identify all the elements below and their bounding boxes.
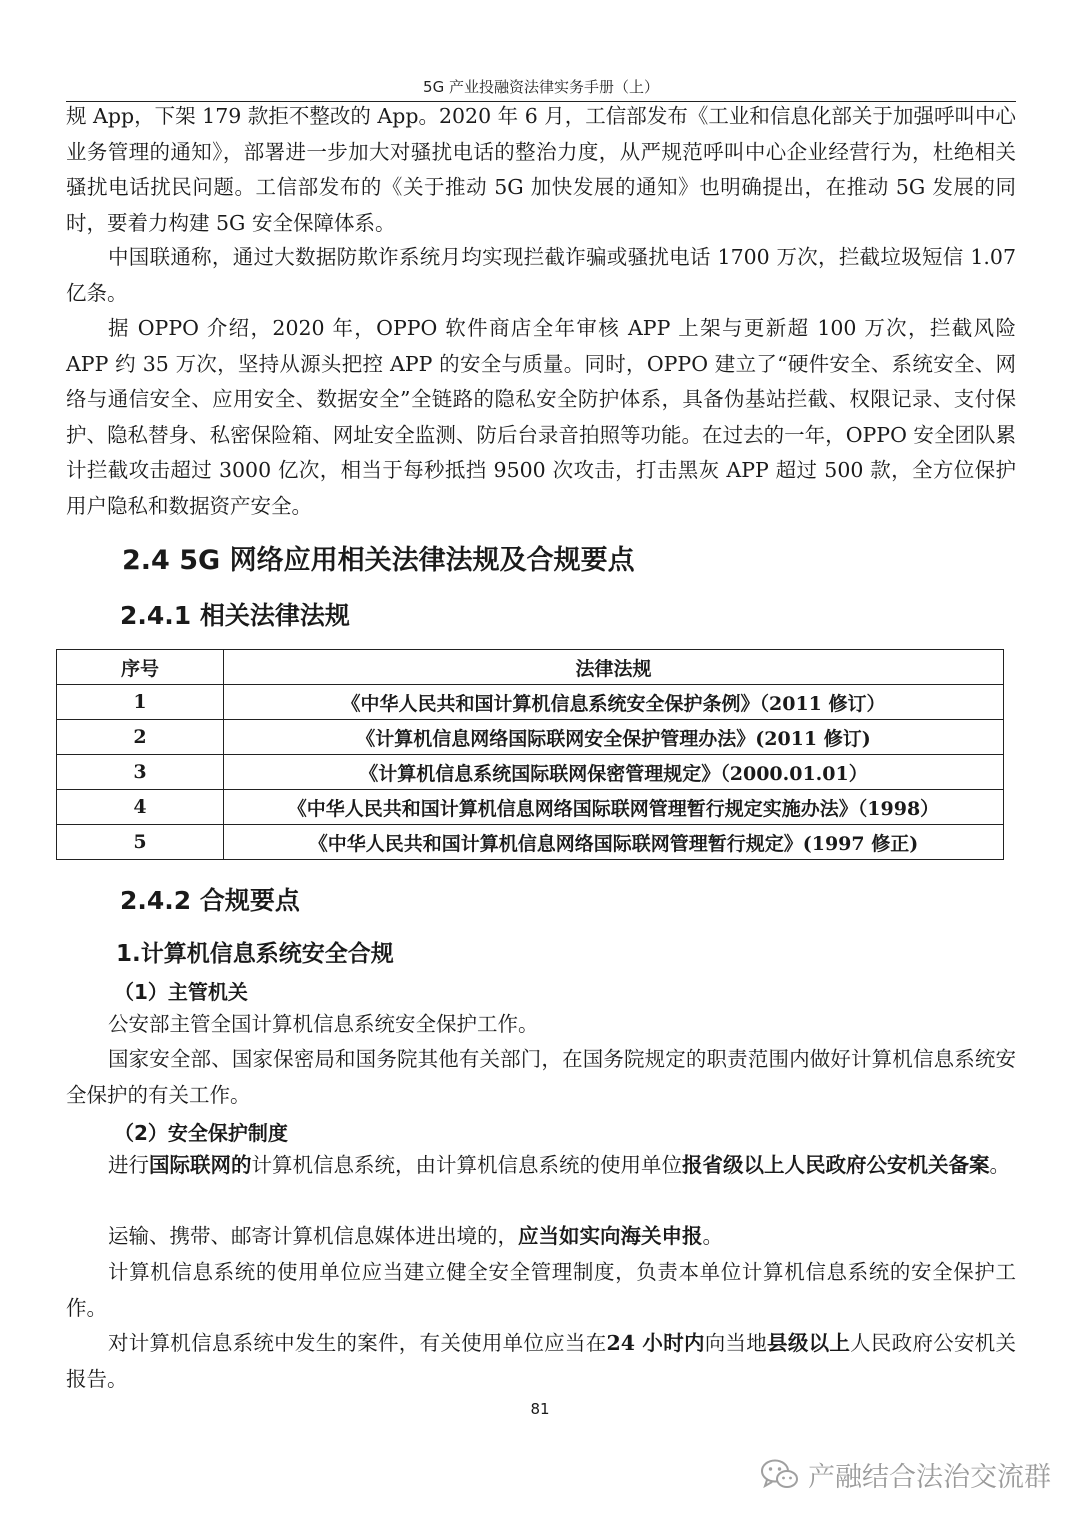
paragraph-5-block: [66, 1042, 1016, 1113]
text-span: 对计算机信息系统中发生的案件，有关使用单位应当在: [108, 1331, 607, 1355]
watermark: [760, 1455, 1051, 1494]
wechat-icon: [760, 1458, 800, 1492]
paragraph-3-block: [66, 311, 1016, 524]
row-law: 《中华人民共和国计算机信息网络国际联网管理暂行规定实施办法》（1998）: [224, 790, 1004, 825]
bold-span: 国际联网的: [149, 1153, 252, 1177]
table-header-no: 序号: [57, 650, 224, 685]
bold-span: 县级以上: [767, 1331, 851, 1355]
table-row: [57, 790, 1004, 825]
table-row: [57, 720, 1004, 755]
paragraph-1: 规 App，下架 179 款拒不整改的 App。2020 年 6 月，工信部发布《工业和信息化部关于加强呼叫中心业务管理的通知》，部署进一步加大对骚扰电话的整治力度，从严规范呼叫中心企业经营行为，杜绝相关骚扰电话扰民问题。工信部发布的《关于推动 5G 加快发展的通知》也明确提出，在推动 5G 发展的同时，要着力构建 5G 安全保障体系。: [66, 104, 1016, 235]
row-law: 《计算机信息网络国际联网安全保护管理办法》(2011 修订): [224, 720, 1004, 755]
bold-span: 报省级以上人民政府公安机关备案: [682, 1153, 990, 1177]
table-header-row: [57, 650, 1004, 685]
table-row: [57, 685, 1004, 720]
paragraph-8-block: [66, 1255, 1016, 1326]
heading-2-4-1: 2.4.1 相关法律法规: [120, 601, 350, 630]
paragraph-6: [66, 1148, 1016, 1184]
text-span: 人民政府公安机关报告。: [66, 1331, 1017, 1391]
paragraph-5: 国家安全部、国家保密局和国务院其他有关部门，在国务院规定的职责范围内做好计算机信息系统安全保护的有关工作。: [66, 1047, 1016, 1107]
row-no: 2: [57, 720, 224, 755]
watermark-text: 产融结合法治交流群: [808, 1462, 1051, 1493]
text-span: 向当地: [704, 1331, 768, 1355]
text-span: 进行: [108, 1153, 149, 1177]
bold-span: 24 小时内: [606, 1331, 705, 1355]
text-span: 。: [989, 1153, 1010, 1177]
paragraph-4: 公安部主管全国计算机信息系统安全保护工作。: [108, 1012, 539, 1036]
table-row: [57, 755, 1004, 790]
row-law: 《中华人民共和国计算机信息网络国际联网管理暂行规定》(1997 修正): [224, 825, 1004, 860]
page-number: 81: [530, 1400, 550, 1418]
paragraph-1-block: [66, 99, 1016, 241]
page-header: 5G 产业投融资法律实务手册（上）: [66, 76, 1016, 102]
heading-2-4: 2.4 5G 网络应用相关法律法规及合规要点: [122, 545, 635, 576]
subheading-protection-system: （2）安全保护制度: [114, 1121, 288, 1145]
heading-2-4-2: 2.4.2 合规要点: [120, 886, 300, 915]
row-no: 5: [57, 825, 224, 860]
text-span: 运输、携带、邮寄计算机信息媒体进出境的，: [108, 1224, 518, 1248]
paragraph-3: 据 OPPO 介绍，2020 年，OPPO 软件商店全年审核 APP 上架与更新超 100 万次，拦截风险 APP 约 35 万次，坚持从源头把控 APP 的安全与质量。同时，OPPO 建立了“硬件安全、系统安全、网络与通信安全、应用安全、数据安全”全链路的隐私安全防护体系，具备伪基站拦截、权限记录、支付保护、隐私替身、私密保险箱、网址安全监测、防后台录音拍照等功能。在过去的一年，OPPO 安全团队累计拦截攻击超过 3000 亿次，相当于每秒抵挡 9500 次攻击，打击黑灰 APP 超过 500 款，全方位保护用户隐私和数据资产安全。: [66, 316, 1016, 518]
paragraph-7: [66, 1219, 1016, 1255]
row-no: 1: [57, 685, 224, 720]
table-header-law: 法律法规: [224, 650, 1004, 685]
paragraph-2-block: [66, 240, 1016, 311]
row-law: 《中华人民共和国计算机信息系统安全保护条例》（2011 修订）: [224, 685, 1004, 720]
heading-1-compliance: 1.计算机信息系统安全合规: [116, 941, 394, 967]
row-no: 4: [57, 790, 224, 825]
text-span: 计算机信息系统，由计算机信息系统的使用单位: [251, 1153, 682, 1177]
paragraph-9-block: [66, 1326, 1016, 1397]
row-no: 3: [57, 755, 224, 790]
table-row: [57, 825, 1004, 860]
row-law: 《计算机信息系统国际联网保密管理规定》（2000.01.01）: [224, 755, 1004, 790]
laws-table: [56, 649, 1004, 860]
paragraph-4-block: [66, 1007, 1016, 1043]
paragraph-6-block: [66, 1148, 1016, 1184]
text-span: 。: [702, 1224, 723, 1248]
paragraph-8: 计算机信息系统的使用单位应当建立健全安全管理制度，负责本单位计算机信息系统的安全保护工作。: [66, 1260, 1016, 1320]
paragraph-9: [66, 1326, 1016, 1397]
subheading-authority: （1）主管机关: [114, 980, 248, 1004]
paragraph-7-block: [66, 1219, 1016, 1255]
paragraph-2: 中国联通称，通过大数据防欺诈系统月均实现拦截诈骗或骚扰电话 1700 万次，拦截垃圾短信 1.07 亿条。: [66, 245, 1016, 305]
bold-span: 应当如实向海关申报: [518, 1224, 703, 1248]
